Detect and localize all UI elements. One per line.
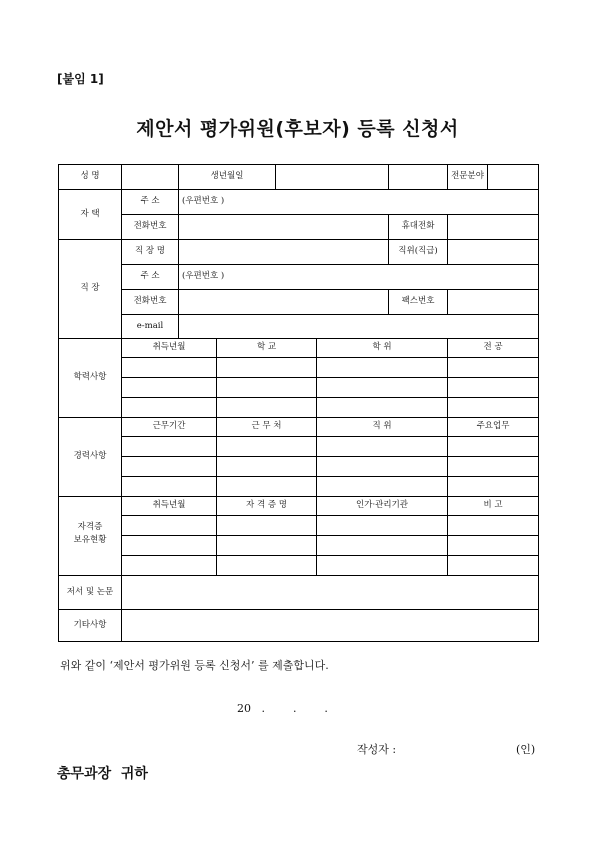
cert-cell[interactable]: [122, 516, 217, 536]
education-cell[interactable]: [317, 358, 448, 378]
career-cell[interactable]: [122, 477, 217, 497]
work-name-field[interactable]: [179, 240, 389, 265]
cert-cell[interactable]: [317, 516, 448, 536]
table-row: [59, 437, 539, 457]
work-label: 직 장: [59, 240, 122, 339]
home-phone-field[interactable]: [179, 215, 389, 240]
row-work-name: [59, 240, 539, 265]
home-address-label: 주 소: [122, 190, 179, 215]
position-grade-field[interactable]: [448, 240, 539, 265]
home-label: 자 택: [59, 190, 122, 240]
cert-cell[interactable]: [448, 536, 539, 556]
career-cell[interactable]: [122, 457, 217, 477]
education-cell[interactable]: [217, 398, 317, 418]
row-home-phone: [59, 215, 539, 240]
table-row: [59, 556, 539, 576]
name-label: 성 명: [59, 165, 122, 190]
table-row: [59, 358, 539, 378]
table-row: [59, 477, 539, 497]
table-row: [59, 398, 539, 418]
education-label: 학력사항: [59, 339, 122, 418]
education-cell[interactable]: [448, 358, 539, 378]
education-cell[interactable]: [122, 378, 217, 398]
education-cell[interactable]: [122, 398, 217, 418]
cert-header-date: 취득년월: [122, 497, 217, 516]
career-cell[interactable]: [122, 437, 217, 457]
table-row: [59, 457, 539, 477]
cert-cell[interactable]: [317, 556, 448, 576]
career-header-workplace: 근 무 처: [217, 418, 317, 437]
education-cell[interactable]: [217, 378, 317, 398]
table-row: [59, 536, 539, 556]
education-cell[interactable]: [317, 378, 448, 398]
row-name: [59, 165, 539, 190]
education-header-row: [59, 339, 539, 358]
mobile-label: 휴대전화: [389, 215, 448, 240]
statement-text: 위와 같이 ‘제안서 평가위원 등록 신청서’ 를 제출합니다.: [60, 659, 329, 672]
education-header-major: 전 공: [448, 339, 539, 358]
work-address-label: 주 소: [122, 265, 179, 290]
fax-field[interactable]: [448, 290, 539, 315]
cert-header-row: [59, 497, 539, 516]
home-address-field[interactable]: (우편번호 ): [179, 190, 539, 215]
education-header-school: 학 교: [217, 339, 317, 358]
career-cell[interactable]: [448, 477, 539, 497]
home-phone-label: 전화번호: [122, 215, 179, 240]
cert-cell[interactable]: [448, 516, 539, 536]
email-field[interactable]: [179, 315, 539, 339]
etc-field[interactable]: [122, 610, 539, 642]
specialty-field[interactable]: [488, 165, 539, 190]
form-title: 제안서 평가위원(후보자) 등록 신청서: [136, 118, 459, 140]
publications-label: 저서 및 논문: [59, 576, 122, 610]
cert-cell[interactable]: [217, 516, 317, 536]
cert-cell[interactable]: [317, 536, 448, 556]
education-cell[interactable]: [217, 358, 317, 378]
work-phone-label: 전화번호: [122, 290, 179, 315]
career-cell[interactable]: [217, 477, 317, 497]
row-publications: [59, 576, 539, 610]
email-label: e-mail: [122, 315, 179, 339]
career-header-position: 직 위: [317, 418, 448, 437]
cert-cell[interactable]: [217, 536, 317, 556]
career-cell[interactable]: [317, 477, 448, 497]
seal-label: (인): [516, 743, 536, 756]
career-header-period: 근무기간: [122, 418, 217, 437]
education-cell[interactable]: [317, 398, 448, 418]
cert-cell[interactable]: [122, 536, 217, 556]
birth-field-extra[interactable]: [389, 165, 448, 190]
etc-label: 기타사항: [59, 610, 122, 642]
career-cell[interactable]: [448, 437, 539, 457]
education-cell[interactable]: [122, 358, 217, 378]
row-etc: [59, 610, 539, 642]
career-header-duties: 주요업무: [448, 418, 539, 437]
career-cell[interactable]: [217, 437, 317, 457]
writer-label: 작성자 :: [357, 743, 397, 756]
row-email: [59, 315, 539, 339]
education-cell[interactable]: [448, 398, 539, 418]
cert-label-line2: 보유현황: [73, 535, 107, 546]
career-label: 경력사항: [59, 418, 122, 497]
name-field[interactable]: [122, 165, 179, 190]
publications-field[interactable]: [122, 576, 539, 610]
row-work-address: [59, 265, 539, 290]
mobile-field[interactable]: [448, 215, 539, 240]
cert-cell[interactable]: [448, 556, 539, 576]
registration-form-table: [58, 164, 539, 642]
birth-field[interactable]: [276, 165, 389, 190]
career-cell[interactable]: [317, 437, 448, 457]
education-header-degree: 학 위: [317, 339, 448, 358]
career-cell[interactable]: [317, 457, 448, 477]
cert-header-name: 자 격 증 명: [217, 497, 317, 516]
cert-header-note: 비 고: [448, 497, 539, 516]
education-header-date: 취득년월: [122, 339, 217, 358]
work-address-field[interactable]: (우편번호 ): [179, 265, 539, 290]
row-work-phone: [59, 290, 539, 315]
career-header-row: [59, 418, 539, 437]
date-field: 20 . . .: [237, 702, 328, 715]
cert-header-authority: 인가·관리기관: [317, 497, 448, 516]
cert-cell[interactable]: [217, 556, 317, 576]
work-name-label: 직 장 명: [122, 240, 179, 265]
career-cell[interactable]: [448, 457, 539, 477]
fax-label: 팩스번호: [389, 290, 448, 315]
row-home-address: [59, 190, 539, 215]
birth-label: 생년월일: [179, 165, 276, 190]
table-row: [59, 516, 539, 536]
specialty-label: 전문분야: [448, 165, 488, 190]
cert-label: [59, 497, 122, 576]
cert-cell[interactable]: [122, 556, 217, 576]
cert-label-line1: 자격증: [77, 521, 103, 532]
position-grade-label: 직위(직급): [389, 240, 448, 265]
table-row: [59, 378, 539, 398]
career-cell[interactable]: [217, 457, 317, 477]
addressee: 총무과장 귀하: [57, 766, 148, 782]
attachment-label: [붙임 1]: [57, 72, 104, 86]
education-cell[interactable]: [448, 378, 539, 398]
work-phone-field[interactable]: [179, 290, 389, 315]
